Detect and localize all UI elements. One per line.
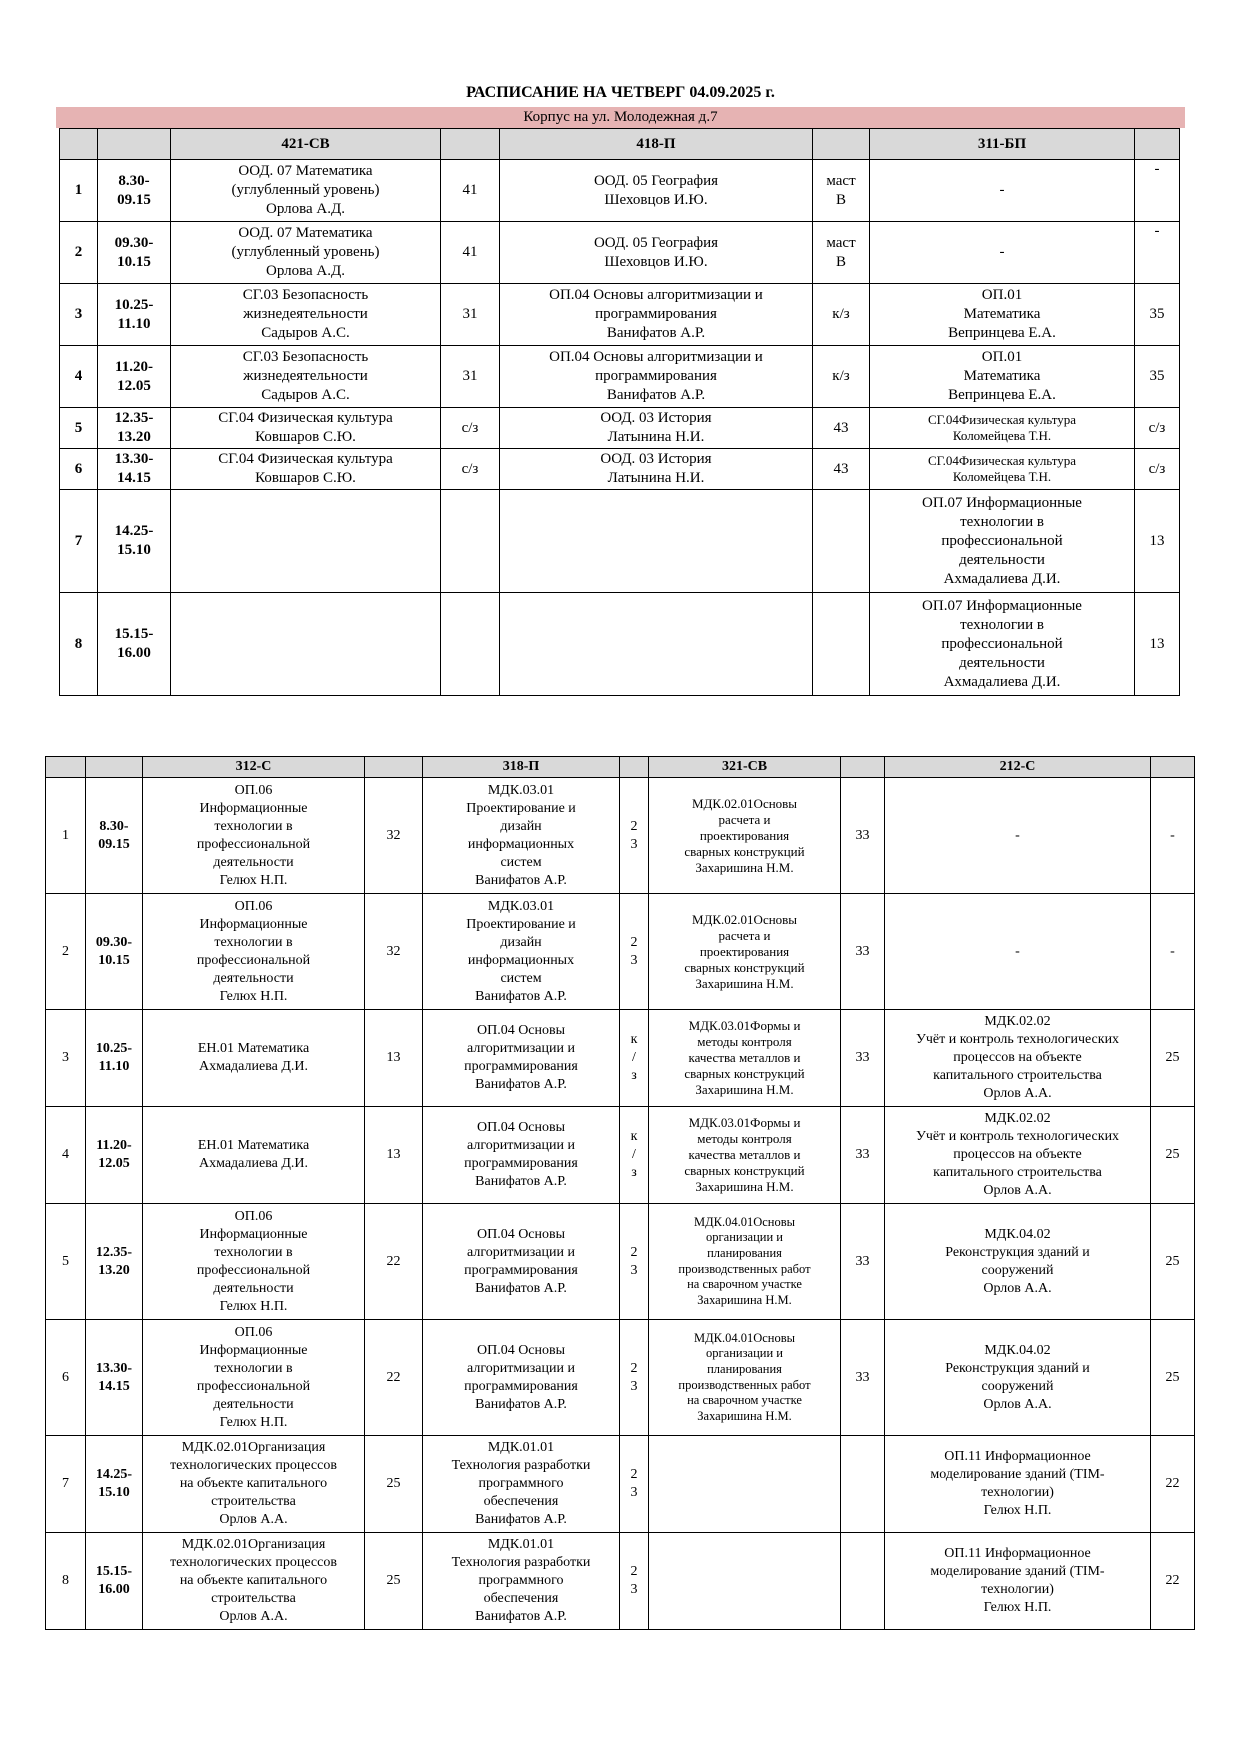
- room-cell: [841, 1436, 885, 1533]
- lesson-number: 2: [46, 894, 86, 1010]
- subject-cell: МДК.03.01Формы и методы контроля качества металлов и сварных конструкций Захаришина Н.М.: [649, 1010, 841, 1107]
- table-row: [60, 408, 1180, 449]
- lesson-time: 8.30- 09.15: [98, 160, 171, 222]
- table-row: [46, 1320, 1195, 1436]
- room-cell: 25: [365, 1436, 423, 1533]
- lesson-time: 11.20- 12.05: [98, 346, 171, 408]
- subject-cell: ОП.06 Информационные технологии в профессиональной деятельности Гелюх Н.П.: [143, 1320, 365, 1436]
- header-cell-empty: [365, 757, 423, 778]
- subject-cell: ОП.04 Основы алгоритмизации и программирования Ванифатов А.Р.: [423, 1320, 620, 1436]
- room-cell: 35: [1135, 284, 1180, 346]
- subject-cell: ОП.06 Информационные технологии в профессиональной деятельности Гелюх Н.П.: [143, 778, 365, 894]
- lesson-time: 13.30- 14.15: [98, 449, 171, 490]
- room-cell: 2 3: [620, 1204, 649, 1320]
- table-row: [60, 490, 1180, 593]
- subject-cell: [171, 593, 441, 696]
- lesson-time: 13.30- 14.15: [86, 1320, 143, 1436]
- header-cell-empty: [441, 129, 500, 160]
- room-cell: 13: [1135, 490, 1180, 593]
- room-cell: 25: [1151, 1010, 1195, 1107]
- room-cell: 33: [841, 1204, 885, 1320]
- room-cell: маст В: [813, 160, 870, 222]
- subject-cell: МДК.03.01 Проектирование и дизайн информационных систем Ванифатов А.Р.: [423, 778, 620, 894]
- group-header: 318-П: [423, 757, 620, 778]
- group-header: 212-С: [885, 757, 1151, 778]
- room-cell: 31: [441, 284, 500, 346]
- subject-cell: МДК.04.01Основы организации и планирования производственных работ на сварочном участке Захаришина Н.М.: [649, 1320, 841, 1436]
- group-header: 421-СВ: [171, 129, 441, 160]
- room-cell: 2 3: [620, 1436, 649, 1533]
- lesson-number: 7: [46, 1436, 86, 1533]
- subject-cell: ООД. 03 История Латынина Н.И.: [500, 408, 813, 449]
- table-row: [60, 593, 1180, 696]
- subject-cell: СГ.03 Безопасность жизнедеятельности Садыров А.С.: [171, 346, 441, 408]
- table-row: [60, 160, 1180, 222]
- room-cell: -: [1151, 894, 1195, 1010]
- subject-cell: ООД. 05 География Шеховцов И.Ю.: [500, 160, 813, 222]
- lesson-number: 1: [46, 778, 86, 894]
- lesson-number: 7: [60, 490, 98, 593]
- room-cell: 13: [365, 1010, 423, 1107]
- subject-cell: ОП.11 Информационное моделирование зданий (TIM- технологии) Гелюх Н.П.: [885, 1533, 1151, 1630]
- table-row: [46, 1436, 1195, 1533]
- room-cell: [441, 490, 500, 593]
- room-cell: к/з: [813, 346, 870, 408]
- room-cell: к/з: [813, 284, 870, 346]
- room-cell: 25: [1151, 1107, 1195, 1204]
- room-cell: 32: [365, 778, 423, 894]
- room-cell: 22: [1151, 1533, 1195, 1630]
- lesson-time: 10.25- 11.10: [98, 284, 171, 346]
- subject-cell: МДК.02.01Основы расчета и проектирования сварных конструкций Захаришина Н.М.: [649, 778, 841, 894]
- lesson-number: 3: [46, 1010, 86, 1107]
- room-cell: 33: [841, 1107, 885, 1204]
- subject-cell: -: [870, 160, 1135, 222]
- lesson-number: 6: [60, 449, 98, 490]
- table-row: [60, 284, 1180, 346]
- subject-cell: ООД. 03 История Латынина Н.И.: [500, 449, 813, 490]
- header-cell-empty: [60, 129, 98, 160]
- room-cell: с/з: [1135, 449, 1180, 490]
- header-cell-empty: [1135, 129, 1180, 160]
- table-header-row: [60, 129, 1180, 160]
- lesson-time: 09.30- 10.15: [98, 222, 171, 284]
- lesson-time: 10.25- 11.10: [86, 1010, 143, 1107]
- room-cell: 41: [441, 222, 500, 284]
- table-row: [46, 778, 1195, 894]
- building-banner: Корпус на ул. Молодежная д.7: [56, 107, 1185, 128]
- subject-cell: ОП.04 Основы алгоритмизации и программирования Ванифатов А.Р.: [423, 1204, 620, 1320]
- room-cell: 13: [1135, 593, 1180, 696]
- lesson-time: 14.25- 15.10: [98, 490, 171, 593]
- room-cell: 33: [841, 778, 885, 894]
- lesson-number: 8: [46, 1533, 86, 1630]
- lesson-number: 5: [46, 1204, 86, 1320]
- subject-cell: ООД. 05 География Шеховцов И.Ю.: [500, 222, 813, 284]
- subject-cell: ОП.07 Информационные технологии в профессиональной деятельности Ахмадалиева Д.И.: [870, 490, 1135, 593]
- lesson-number: 8: [60, 593, 98, 696]
- table-row: [60, 346, 1180, 408]
- room-cell: 2 3: [620, 778, 649, 894]
- header-cell-empty: [98, 129, 171, 160]
- subject-cell: МДК.02.02 Учёт и контроль технологических процессов на объекте капитального строительства Орлов А.А.: [885, 1010, 1151, 1107]
- room-cell: [813, 593, 870, 696]
- subject-cell: МДК.02.01Организация технологических процессов на объекте капитального строительства Орлов А.А.: [143, 1533, 365, 1630]
- subject-cell: СГ.04 Физическая культура Ковшаров С.Ю.: [171, 449, 441, 490]
- subject-cell: ОП.11 Информационное моделирование зданий (TIM- технологии) Гелюх Н.П.: [885, 1436, 1151, 1533]
- subject-cell: -: [885, 778, 1151, 894]
- room-cell: 22: [365, 1320, 423, 1436]
- room-cell: 25: [365, 1533, 423, 1630]
- subject-cell: ОП.04 Основы алгоритмизации и программирования Ванифатов А.Р.: [423, 1010, 620, 1107]
- subject-cell: -: [885, 894, 1151, 1010]
- lesson-number: 4: [46, 1107, 86, 1204]
- subject-cell: -: [870, 222, 1135, 284]
- subject-cell: ОП.04 Основы алгоритмизации и программирования Ванифатов А.Р.: [423, 1107, 620, 1204]
- header-cell-empty: [841, 757, 885, 778]
- lesson-time: 15.15- 16.00: [98, 593, 171, 696]
- lesson-number: 5: [60, 408, 98, 449]
- subject-cell: СГ.04Физическая культура Коломейцева Т.Н.: [870, 408, 1135, 449]
- subject-cell: МДК.01.01 Технология разработки программного обеспечения Ванифатов А.Р.: [423, 1533, 620, 1630]
- page-title: РАСПИСАНИЕ НА ЧЕТВЕРГ 04.09.2025 г.: [466, 84, 775, 101]
- subject-cell: [649, 1533, 841, 1630]
- room-cell: с/з: [441, 408, 500, 449]
- subject-cell: МДК.04.01Основы организации и планирования производственных работ на сварочном участке Захаришина Н.М.: [649, 1204, 841, 1320]
- table-row: [46, 1010, 1195, 1107]
- table-row: [46, 1533, 1195, 1630]
- subject-cell: МДК.04.02 Реконструкция зданий и сооружений Орлов А.А.: [885, 1320, 1151, 1436]
- group-header: 311-БП: [870, 129, 1135, 160]
- lesson-number: 1: [60, 160, 98, 222]
- subject-cell: ОП.07 Информационные технологии в профессиональной деятельности Ахмадалиева Д.И.: [870, 593, 1135, 696]
- room-cell: 32: [365, 894, 423, 1010]
- subject-cell: ЕН.01 Математика Ахмадалиева Д.И.: [143, 1107, 365, 1204]
- room-cell: [841, 1533, 885, 1630]
- subject-cell: ОП.06 Информационные технологии в профессиональной деятельности Гелюх Н.П.: [143, 894, 365, 1010]
- subject-cell: ОП.01 Математика Вепринцева Е.А.: [870, 346, 1135, 408]
- room-cell: с/з: [1135, 408, 1180, 449]
- lesson-number: 6: [46, 1320, 86, 1436]
- header-cell-empty: [86, 757, 143, 778]
- room-cell: 33: [841, 1010, 885, 1107]
- room-cell: -: [1135, 222, 1180, 284]
- lesson-number: 2: [60, 222, 98, 284]
- subject-cell: [649, 1436, 841, 1533]
- subject-cell: МДК.01.01 Технология разработки программного обеспечения Ванифатов А.Р.: [423, 1436, 620, 1533]
- room-cell: 2 3: [620, 1320, 649, 1436]
- room-cell: 13: [365, 1107, 423, 1204]
- group-header: 321-СВ: [649, 757, 841, 778]
- lesson-time: 09.30- 10.15: [86, 894, 143, 1010]
- lesson-time: 14.25- 15.10: [86, 1436, 143, 1533]
- subject-cell: ЕН.01 Математика Ахмадалиева Д.И.: [143, 1010, 365, 1107]
- table-row: [60, 222, 1180, 284]
- subject-cell: ОП.04 Основы алгоритмизации и программирования Ванифатов А.Р.: [500, 284, 813, 346]
- room-cell: 2 3: [620, 1533, 649, 1630]
- room-cell: 35: [1135, 346, 1180, 408]
- subject-cell: ОП.01 Математика Вепринцева Е.А.: [870, 284, 1135, 346]
- subject-cell: ООД. 07 Математика (углубленный уровень) Орлова А.Д.: [171, 160, 441, 222]
- room-cell: 43: [813, 449, 870, 490]
- lesson-time: 8.30- 09.15: [86, 778, 143, 894]
- subject-cell: МДК.04.02 Реконструкция зданий и сооружений Орлов А.А.: [885, 1204, 1151, 1320]
- room-cell: с/з: [441, 449, 500, 490]
- room-cell: 25: [1151, 1320, 1195, 1436]
- subject-cell: ООД. 07 Математика (углубленный уровень) Орлова А.Д.: [171, 222, 441, 284]
- lesson-number: 4: [60, 346, 98, 408]
- room-cell: 22: [365, 1204, 423, 1320]
- subject-cell: СГ.04 Физическая культура Ковшаров С.Ю.: [171, 408, 441, 449]
- lesson-time: 15.15- 16.00: [86, 1533, 143, 1630]
- lesson-time: 11.20- 12.05: [86, 1107, 143, 1204]
- subject-cell: МДК.02.01Основы расчета и проектирования сварных конструкций Захаришина Н.М.: [649, 894, 841, 1010]
- room-cell: 33: [841, 1320, 885, 1436]
- header-cell-empty: [1151, 757, 1195, 778]
- subject-cell: ОП.06 Информационные технологии в профессиональной деятельности Гелюх Н.П.: [143, 1204, 365, 1320]
- subject-cell: [500, 593, 813, 696]
- subject-cell: МДК.02.01Организация технологических процессов на объекте капитального строительства Орлов А.А.: [143, 1436, 365, 1533]
- table-row: [46, 1107, 1195, 1204]
- header-cell-empty: [620, 757, 649, 778]
- room-cell: маст В: [813, 222, 870, 284]
- lesson-time: 12.35- 13.20: [86, 1204, 143, 1320]
- room-cell: 33: [841, 894, 885, 1010]
- subject-cell: [171, 490, 441, 593]
- room-cell: [813, 490, 870, 593]
- lesson-time: 12.35- 13.20: [98, 408, 171, 449]
- lesson-number: 3: [60, 284, 98, 346]
- subject-cell: МДК.03.01Формы и методы контроля качества металлов и сварных конструкций Захаришина Н.М.: [649, 1107, 841, 1204]
- room-cell: [441, 593, 500, 696]
- room-cell: 25: [1151, 1204, 1195, 1320]
- subject-cell: СГ.04Физическая культура Коломейцева Т.Н.: [870, 449, 1135, 490]
- room-cell: 41: [441, 160, 500, 222]
- group-header: 418-П: [500, 129, 813, 160]
- room-cell: 2 3: [620, 894, 649, 1010]
- table-row: [60, 449, 1180, 490]
- subject-cell: МДК.02.02 Учёт и контроль технологических процессов на объекте капитального строительства Орлов А.А.: [885, 1107, 1151, 1204]
- room-cell: 43: [813, 408, 870, 449]
- subject-cell: ОП.04 Основы алгоритмизации и программирования Ванифатов А.Р.: [500, 346, 813, 408]
- room-cell: 22: [1151, 1436, 1195, 1533]
- table-row: [46, 1204, 1195, 1320]
- table-header-row: [46, 757, 1195, 778]
- subject-cell: СГ.03 Безопасность жизнедеятельности Садыров А.С.: [171, 284, 441, 346]
- room-cell: -: [1135, 160, 1180, 222]
- room-cell: 31: [441, 346, 500, 408]
- subject-cell: [500, 490, 813, 593]
- header-cell-empty: [813, 129, 870, 160]
- table-row: [46, 894, 1195, 1010]
- header-cell-empty: [46, 757, 86, 778]
- room-cell: к / з: [620, 1010, 649, 1107]
- subject-cell: МДК.03.01 Проектирование и дизайн информационных систем Ванифатов А.Р.: [423, 894, 620, 1010]
- room-cell: -: [1151, 778, 1195, 894]
- schedule-table-1: [59, 128, 1180, 696]
- room-cell: к / з: [620, 1107, 649, 1204]
- schedule-table-2: [45, 756, 1195, 1630]
- group-header: 312-С: [143, 757, 365, 778]
